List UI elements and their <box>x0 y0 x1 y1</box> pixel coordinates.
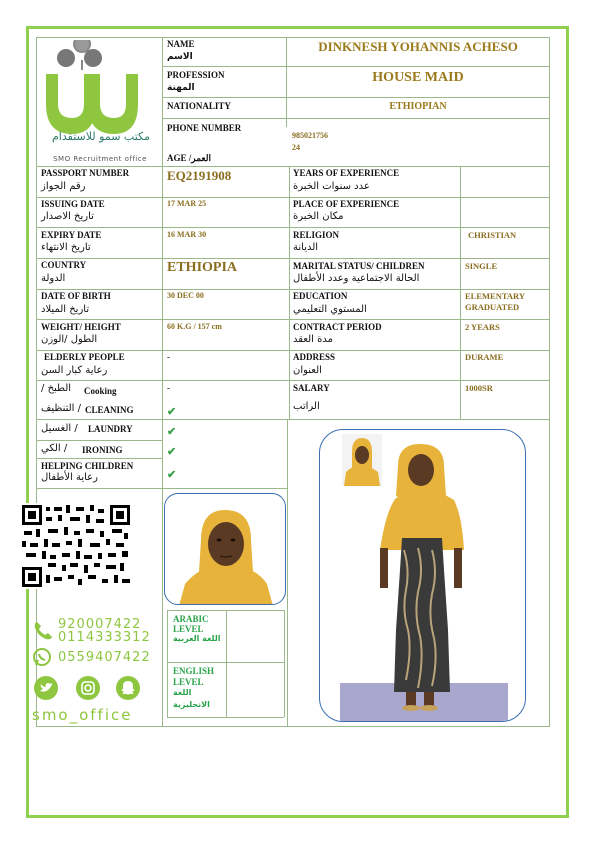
english-level-label-arabic-2: الانجليزية <box>173 700 210 709</box>
salary-label-arabic: الراتب <box>293 401 320 412</box>
religion-value: CHRISTIAN <box>468 230 517 240</box>
cooking-value: - <box>167 383 170 393</box>
logo-name-english: SMO Recruitment office <box>53 155 147 163</box>
contract-period-label-arabic: مدة العقد <box>293 334 333 345</box>
helping-children-check-icon: ✔ <box>167 469 177 481</box>
dob-value: 30 DEC 00 <box>167 291 204 300</box>
passport-value: EQ2191908 <box>167 168 232 183</box>
laundry-label-arabic: الغسيل / <box>41 423 78 434</box>
age-value: 24 <box>292 143 300 152</box>
english-level-label: ENGLISH <box>173 666 215 676</box>
name-label-arabic: الاسم <box>167 52 193 62</box>
contact-phone-1: 920007422 <box>58 617 142 632</box>
contract-period-value: 2 YEARS <box>465 322 500 332</box>
english-level-label-arabic-1: اللغة <box>173 688 192 697</box>
qr-code <box>20 503 132 589</box>
passport-label-arabic: رقم الجواز <box>41 181 86 192</box>
country-value: ETHIOPIA <box>167 260 238 275</box>
elderly-label-arabic: رعاية كبار السن <box>41 365 108 376</box>
ironing-label: IRONING <box>82 445 123 455</box>
address-label-arabic: العنوان <box>293 365 322 376</box>
cooking-label-arabic: / الطبخ <box>41 383 72 394</box>
experience-label-arabic: عدد سنوات الخبرة <box>293 181 370 192</box>
logo-emblem <box>38 40 162 168</box>
salary-value: 1000SR <box>465 383 493 393</box>
address-label: ADDRESS <box>293 352 336 362</box>
arabic-level-label: ARABIC <box>173 614 209 624</box>
dob-label: DATE OF BIRTH <box>41 291 111 301</box>
cleaning-check-icon: ✔ <box>167 406 177 418</box>
full-body-photo <box>319 429 526 722</box>
weight-height-label-arabic: الطول /الوزن <box>41 334 98 345</box>
company-logo <box>38 40 162 168</box>
name-value: DINKNESH YOHANNIS ACHESO <box>318 39 518 54</box>
english-level-label-2: LEVEL <box>173 677 204 687</box>
place-of-experience-label-arabic: مكان الخبرة <box>293 211 344 222</box>
marital-status-label: MARITAL STATUS/ CHILDREN <box>293 261 425 271</box>
phone-label: PHONE NUMBER <box>167 123 242 133</box>
whatsapp-icon <box>32 647 52 672</box>
marital-status-value: SINGLE <box>465 261 498 271</box>
cooking-label: Cooking <box>84 386 117 396</box>
address-value: DURAME <box>465 352 504 362</box>
cleaning-label-arabic: التنظيف / <box>41 403 81 414</box>
issuing-label-arabic: تاريخ الاصدار <box>41 211 94 222</box>
expiry-label-arabic: تاريخ الانتهاء <box>41 242 91 253</box>
country-label: COUNTRY <box>41 260 87 270</box>
dob-label-arabic: تاريخ الميلاد <box>41 304 90 315</box>
expiry-label: EXPIRY DATE <box>41 230 102 240</box>
education-label-arabic: المستوي التعليمي <box>293 304 367 315</box>
profession-value: HOUSE MAID <box>372 70 464 85</box>
weight-height-label: WEIGHT/ HEIGHT <box>41 322 121 332</box>
issuing-label: ISSUING DATE <box>41 199 105 209</box>
portrait-photo <box>164 493 286 605</box>
ironing-check-icon: ✔ <box>167 446 177 458</box>
phone-icon <box>32 620 54 647</box>
education-value-line1: ELEMENTARY <box>465 291 525 301</box>
elderly-value: - <box>167 352 170 362</box>
name-label: NAME <box>167 39 195 49</box>
passport-label: PASSPORT NUMBER <box>41 168 130 178</box>
education-label: EDUCATION <box>293 291 348 301</box>
weight-height-value: 60 K.G / 157 cm <box>167 322 222 331</box>
profession-label-arabic: المهنة <box>167 83 195 93</box>
helping-children-label: HELPING CHILDREN <box>41 461 134 471</box>
social-handle: smo_office <box>32 706 133 724</box>
contact-whatsapp: 0559407422 <box>58 650 151 665</box>
expiry-value: 16 MAR 30 <box>167 230 207 239</box>
profession-label: PROFESSION <box>167 70 225 80</box>
arabic-level-label-arabic: اللغة العربية <box>173 634 221 643</box>
helping-children-label-arabic: رعاية الأطفال <box>41 472 98 483</box>
contract-period-label: CONTRACT PERIOD <box>293 322 382 332</box>
contact-phone-2: 0114333312 <box>58 630 151 645</box>
elderly-label: ELDERLY PEOPLE <box>44 352 125 362</box>
marital-status-label-arabic: الحالة الاجتماعية وعدد الأطفال <box>293 273 420 284</box>
phone-value: 985021756 <box>292 131 328 140</box>
snapchat-icon[interactable] <box>116 676 140 700</box>
education-value-line2: GRADUATED <box>465 302 520 312</box>
place-of-experience-label: PLACE OF EXPERIENCE <box>293 199 400 209</box>
country-label-arabic: الدولة <box>41 273 66 284</box>
religion-label-arabic: الديانة <box>293 242 319 253</box>
age-label: AGE /العمر <box>167 153 212 163</box>
instagram-icon[interactable] <box>76 676 100 700</box>
laundry-label: LAUNDRY <box>88 424 133 434</box>
salary-label: SALARY <box>293 383 330 393</box>
nationality-label: NATIONALITY <box>167 101 231 111</box>
arabic-level-label-2: LEVEL <box>173 624 204 634</box>
logo-name-arabic: مكتب سمو للاستقدام <box>52 130 150 143</box>
ironing-label-arabic: الكي / <box>41 443 68 454</box>
nationality-value: ETHIOPIAN <box>389 101 447 112</box>
twitter-icon[interactable] <box>34 676 58 700</box>
religion-label: RELIGION <box>293 230 340 240</box>
issuing-value: 17 MAR 25 <box>167 199 207 208</box>
cleaning-label: CLEANING <box>85 405 134 415</box>
experience-label: YEARS OF EXPERIENCE <box>293 168 400 178</box>
laundry-check-icon: ✔ <box>167 426 177 438</box>
